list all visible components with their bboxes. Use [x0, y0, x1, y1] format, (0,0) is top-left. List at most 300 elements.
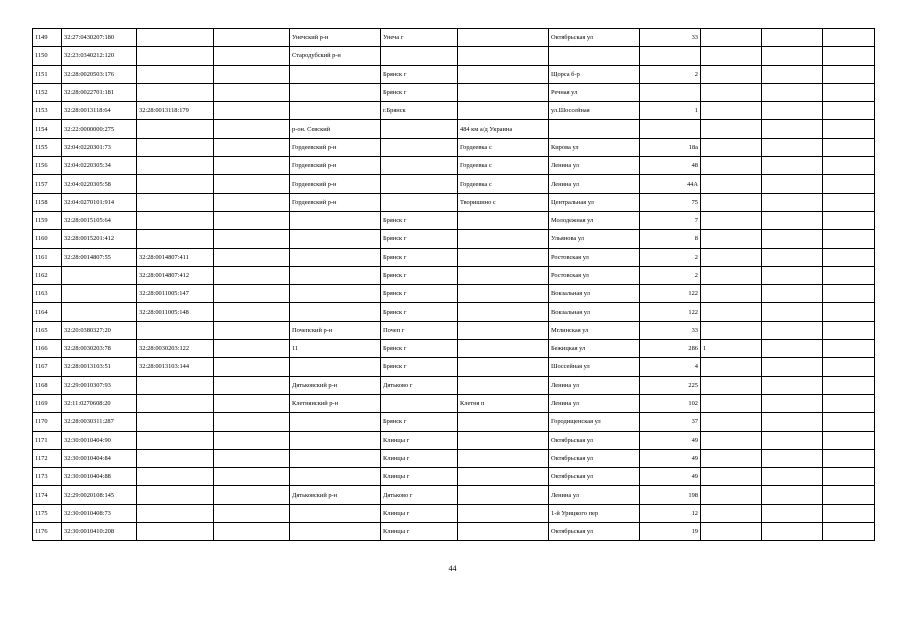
table-cell	[458, 29, 549, 47]
table-cell	[701, 504, 762, 522]
table-cell: ул.Шоссейная	[549, 102, 640, 120]
table-cell	[458, 47, 549, 65]
table-cell	[137, 47, 214, 65]
table-cell	[701, 120, 762, 138]
table-cell: 32:30:0010404:84	[62, 449, 137, 467]
table-cell: Ленина ул	[549, 157, 640, 175]
table-cell	[762, 431, 823, 449]
table-cell: Брянск г	[381, 303, 458, 321]
table-cell: 1176	[33, 523, 62, 541]
table-cell: Гордеевка с	[458, 175, 549, 193]
table-cell	[823, 65, 875, 83]
table-row	[33, 266, 875, 284]
table-cell: 1165	[33, 321, 62, 339]
table-cell	[823, 266, 875, 284]
table-cell	[214, 504, 290, 522]
table-cell	[762, 193, 823, 211]
table-cell: 1153	[33, 102, 62, 120]
table-cell	[290, 83, 381, 101]
table-cell: 225	[640, 376, 701, 394]
table-cell	[381, 138, 458, 156]
table-cell	[290, 102, 381, 120]
table-cell: Клинцы г	[381, 431, 458, 449]
table-cell	[137, 193, 214, 211]
table-cell: 12	[640, 504, 701, 522]
table-cell	[290, 266, 381, 284]
table-cell	[823, 285, 875, 303]
table-cell	[823, 486, 875, 504]
table-cell	[762, 266, 823, 284]
table-cell: 1151	[33, 65, 62, 83]
table-cell: 1162	[33, 266, 62, 284]
table-cell	[290, 413, 381, 431]
table-cell: Брянск г	[381, 211, 458, 229]
table-cell: 1155	[33, 138, 62, 156]
table-cell	[137, 486, 214, 504]
table-cell	[823, 157, 875, 175]
table-cell: 32:28:0015201:412	[62, 230, 137, 248]
table-cell: 32:28:0014807:411	[137, 248, 214, 266]
table-row	[33, 413, 875, 431]
table-cell: 2	[640, 65, 701, 83]
table-cell	[458, 431, 549, 449]
table-cell	[823, 29, 875, 47]
table-cell: р-он. Севский	[290, 120, 381, 138]
table-cell: 1152	[33, 83, 62, 101]
table-cell	[137, 65, 214, 83]
table-cell: 102	[640, 394, 701, 412]
table-cell	[458, 449, 549, 467]
table-cell: 37	[640, 413, 701, 431]
table-cell: Городищенская ул	[549, 413, 640, 431]
table-cell: Брянск г	[381, 83, 458, 101]
table-cell	[701, 157, 762, 175]
table-cell	[137, 211, 214, 229]
table-cell: 32:28:0015105:64	[62, 211, 137, 229]
table-cell	[290, 285, 381, 303]
table-cell	[290, 358, 381, 376]
table-cell	[137, 394, 214, 412]
table-row	[33, 138, 875, 156]
table-cell	[381, 193, 458, 211]
table-row	[33, 449, 875, 467]
table-cell	[823, 138, 875, 156]
table-cell: Почепский р-н	[290, 321, 381, 339]
table-cell: 1168	[33, 376, 62, 394]
table-cell	[762, 413, 823, 431]
table-cell: Ленина ул	[549, 175, 640, 193]
table-cell: 122	[640, 303, 701, 321]
table-cell	[214, 65, 290, 83]
table-cell: Ростовская ул	[549, 266, 640, 284]
table-cell: Клинцы г	[381, 504, 458, 522]
table-cell	[701, 138, 762, 156]
table-cell	[458, 413, 549, 431]
table-cell	[458, 468, 549, 486]
table-cell: 32:30:0010404:90	[62, 431, 137, 449]
table-cell: 32:30:0010410:208	[62, 523, 137, 541]
table-cell: 1169	[33, 394, 62, 412]
registry-table	[32, 28, 875, 541]
table-cell: 32:28:0013103:144	[137, 358, 214, 376]
table-cell: 32:28:0020503:176	[62, 65, 137, 83]
table-cell	[458, 340, 549, 358]
table-cell: Октябрьская ул	[549, 523, 640, 541]
table-cell	[823, 102, 875, 120]
table-cell	[823, 120, 875, 138]
table-cell: 4	[640, 358, 701, 376]
table-row	[33, 193, 875, 211]
table-cell: Гордеевский р-н	[290, 157, 381, 175]
table-cell	[214, 413, 290, 431]
table-cell: Дятьковский р-н	[290, 376, 381, 394]
table-cell: 1	[701, 340, 762, 358]
table-cell	[137, 157, 214, 175]
table-cell	[214, 394, 290, 412]
table-cell	[701, 358, 762, 376]
table-cell	[701, 321, 762, 339]
table-cell: 32:28:0011005:148	[137, 303, 214, 321]
table-cell: Гордеевка с	[458, 157, 549, 175]
table-cell: Брянск г	[381, 285, 458, 303]
table-cell: 48	[640, 157, 701, 175]
table-cell: 1166	[33, 340, 62, 358]
table-cell	[381, 157, 458, 175]
table-cell: 32:28:0014807:412	[137, 266, 214, 284]
table-cell	[762, 83, 823, 101]
table-cell	[762, 468, 823, 486]
table-cell: Октябрьская ул	[549, 449, 640, 467]
table-cell	[458, 321, 549, 339]
table-cell: Ростовская ул	[549, 248, 640, 266]
table-cell	[458, 358, 549, 376]
table-cell	[823, 468, 875, 486]
table-cell	[762, 321, 823, 339]
table-cell	[701, 211, 762, 229]
table-cell: Центральная ул	[549, 193, 640, 211]
table-cell	[290, 211, 381, 229]
table-cell	[290, 523, 381, 541]
table-cell: Клетня п	[458, 394, 549, 412]
table-row	[33, 321, 875, 339]
table-cell	[214, 486, 290, 504]
table-cell	[62, 303, 137, 321]
table-cell: 1160	[33, 230, 62, 248]
table-cell	[137, 230, 214, 248]
table-cell: 32:28:0013103:51	[62, 358, 137, 376]
table-cell	[762, 358, 823, 376]
table-cell: Бежицкая ул	[549, 340, 640, 358]
table-cell	[214, 29, 290, 47]
table-cell	[214, 102, 290, 120]
table-cell: 32:22:0000000:275	[62, 120, 137, 138]
table-cell: 1150	[33, 47, 62, 65]
table-cell	[823, 175, 875, 193]
table-cell: Октябрьская ул	[549, 431, 640, 449]
table-cell	[290, 303, 381, 321]
table-cell	[640, 120, 701, 138]
table-cell	[137, 449, 214, 467]
table-cell	[137, 376, 214, 394]
table-cell	[458, 486, 549, 504]
table-cell	[214, 449, 290, 467]
table-cell: 49	[640, 431, 701, 449]
table-cell: 44А	[640, 175, 701, 193]
table-cell	[823, 449, 875, 467]
table-cell	[214, 358, 290, 376]
table-cell: 32:28:0030203:78	[62, 340, 137, 358]
table-cell: 32:27:0430207:180	[62, 29, 137, 47]
table-cell: 49	[640, 449, 701, 467]
table-cell	[137, 29, 214, 47]
table-cell	[701, 523, 762, 541]
table-cell	[381, 47, 458, 65]
table-cell: 1149	[33, 29, 62, 47]
table-cell	[214, 175, 290, 193]
table-cell	[62, 266, 137, 284]
table-cell	[823, 431, 875, 449]
table-cell	[214, 138, 290, 156]
table-cell: 32:30:0010404:88	[62, 468, 137, 486]
table-row	[33, 65, 875, 83]
table-cell: 75	[640, 193, 701, 211]
table-cell	[137, 523, 214, 541]
table-cell	[701, 376, 762, 394]
table-cell	[701, 413, 762, 431]
table-cell: 32:11:0270608:20	[62, 394, 137, 412]
table-cell: Октябрьская ул	[549, 29, 640, 47]
table-cell: 1175	[33, 504, 62, 522]
table-cell	[214, 523, 290, 541]
table-cell	[290, 65, 381, 83]
table-cell: 122	[640, 285, 701, 303]
table-cell	[823, 504, 875, 522]
table-cell: 1173	[33, 468, 62, 486]
table-cell	[762, 376, 823, 394]
table-cell	[458, 523, 549, 541]
table-cell: Клинцы г	[381, 523, 458, 541]
table-cell	[823, 523, 875, 541]
table-cell: Клинцы г	[381, 449, 458, 467]
table-cell: 1172	[33, 449, 62, 467]
table-cell: 2	[640, 248, 701, 266]
table-cell	[823, 340, 875, 358]
table-cell	[214, 431, 290, 449]
table-cell: 19	[640, 523, 701, 541]
table-cell	[214, 211, 290, 229]
table-cell: 32:29:0010307:93	[62, 376, 137, 394]
table-cell: Унечский р-н	[290, 29, 381, 47]
table-cell: 18а	[640, 138, 701, 156]
table-cell: 33	[640, 321, 701, 339]
table-cell	[137, 138, 214, 156]
table-cell: Брянск г	[381, 340, 458, 358]
table-cell: 1161	[33, 248, 62, 266]
table-cell	[549, 47, 640, 65]
table-cell	[701, 468, 762, 486]
table-cell	[549, 120, 640, 138]
table-cell	[762, 120, 823, 138]
table-cell	[214, 376, 290, 394]
table-cell: Щорса б-р	[549, 65, 640, 83]
table-cell: 2	[640, 266, 701, 284]
table-cell	[701, 431, 762, 449]
table-cell	[701, 449, 762, 467]
table-cell	[701, 175, 762, 193]
table-row	[33, 303, 875, 321]
table-cell: 32:28:0030203:122	[137, 340, 214, 358]
table-cell: Брянск г	[381, 358, 458, 376]
table-cell	[458, 303, 549, 321]
table-cell	[214, 157, 290, 175]
table-cell: 1	[640, 102, 701, 120]
table-cell	[762, 211, 823, 229]
table-cell: 1158	[33, 193, 62, 211]
table-row	[33, 468, 875, 486]
table-cell	[381, 175, 458, 193]
table-cell	[823, 376, 875, 394]
table-row	[33, 47, 875, 65]
table-row	[33, 175, 875, 193]
table-cell	[640, 47, 701, 65]
table-cell: Клинцы г	[381, 468, 458, 486]
table-cell	[290, 449, 381, 467]
table-cell	[823, 211, 875, 229]
table-cell: 32:28:0013118:64	[62, 102, 137, 120]
table-cell	[701, 394, 762, 412]
table-cell	[762, 504, 823, 522]
table-cell: 7	[640, 211, 701, 229]
table-cell	[823, 248, 875, 266]
table-cell	[290, 468, 381, 486]
table-cell: 1159	[33, 211, 62, 229]
table-cell	[701, 266, 762, 284]
table-cell: 1-й Урицкого пер	[549, 504, 640, 522]
table-cell: 286	[640, 340, 701, 358]
table-cell	[701, 193, 762, 211]
table-cell: Творишино с	[458, 193, 549, 211]
table-cell	[762, 102, 823, 120]
table-cell	[137, 431, 214, 449]
table-cell: Стародубский р-н	[290, 47, 381, 65]
table-cell: Брянск г	[381, 230, 458, 248]
table-cell: Мглинская ул	[549, 321, 640, 339]
table-cell: 32:30:0010408:73	[62, 504, 137, 522]
table-cell	[823, 47, 875, 65]
table-cell: Вокзальная ул	[549, 285, 640, 303]
table-cell	[381, 394, 458, 412]
table-cell: Молодежная ул	[549, 211, 640, 229]
table-cell	[214, 248, 290, 266]
table-cell	[214, 266, 290, 284]
table-cell: Брянск г	[381, 65, 458, 83]
table-cell: Клетнянский р-н	[290, 394, 381, 412]
table-row	[33, 120, 875, 138]
table-cell	[762, 230, 823, 248]
table-cell	[762, 248, 823, 266]
table-cell: Октябрьская ул	[549, 468, 640, 486]
table-row	[33, 358, 875, 376]
table-cell	[137, 120, 214, 138]
table-row	[33, 157, 875, 175]
table-cell: 1171	[33, 431, 62, 449]
table-cell	[762, 65, 823, 83]
table-cell: 484 км а/д Украина	[458, 120, 549, 138]
table-cell	[701, 47, 762, 65]
table-cell	[640, 83, 701, 101]
table-cell	[762, 47, 823, 65]
table-cell: 1156	[33, 157, 62, 175]
table-cell: Гордеевка с	[458, 138, 549, 156]
table-cell: 1163	[33, 285, 62, 303]
table-cell	[290, 504, 381, 522]
table-cell	[701, 248, 762, 266]
table-row	[33, 340, 875, 358]
table-cell: 1164	[33, 303, 62, 321]
table-cell	[762, 340, 823, 358]
table-row	[33, 102, 875, 120]
table-cell: Ленина ул	[549, 486, 640, 504]
table-cell	[137, 175, 214, 193]
registry-table-body	[33, 29, 875, 541]
table-cell: Брянск г	[381, 248, 458, 266]
table-cell: Дятьково г	[381, 376, 458, 394]
table-cell	[214, 193, 290, 211]
table-cell	[823, 358, 875, 376]
table-cell	[290, 431, 381, 449]
table-cell: 33	[640, 29, 701, 47]
table-cell: Брянск г	[381, 266, 458, 284]
table-cell	[823, 321, 875, 339]
table-row	[33, 211, 875, 229]
table-cell: Дятьковский р-н	[290, 486, 381, 504]
table-cell: Ленина ул	[549, 376, 640, 394]
table-cell: Гордеевский р-н	[290, 193, 381, 211]
table-row	[33, 431, 875, 449]
table-cell	[137, 504, 214, 522]
table-cell: 32:28:0022701:181	[62, 83, 137, 101]
table-cell	[458, 504, 549, 522]
table-row	[33, 486, 875, 504]
table-cell	[458, 376, 549, 394]
table-cell	[214, 321, 290, 339]
table-cell: Гордеевский р-н	[290, 138, 381, 156]
table-row	[33, 230, 875, 248]
table-cell: Кирова ул	[549, 138, 640, 156]
table-cell	[214, 285, 290, 303]
table-cell: Гордеевский р-н	[290, 175, 381, 193]
table-cell	[762, 157, 823, 175]
table-cell	[823, 413, 875, 431]
table-cell	[458, 83, 549, 101]
table-cell: Ульянова ул	[549, 230, 640, 248]
table-cell	[214, 340, 290, 358]
table-cell	[823, 193, 875, 211]
table-cell: 49	[640, 468, 701, 486]
table-cell: 8	[640, 230, 701, 248]
table-cell: Шоссейная ул	[549, 358, 640, 376]
table-cell	[701, 83, 762, 101]
table-cell: Ленина ул	[549, 394, 640, 412]
table-row	[33, 504, 875, 522]
table-row	[33, 83, 875, 101]
table-cell	[762, 523, 823, 541]
table-cell: г.Брянск	[381, 102, 458, 120]
table-cell	[823, 230, 875, 248]
table-cell: 32:28:0013118:179	[137, 102, 214, 120]
table-cell	[701, 230, 762, 248]
table-cell	[701, 29, 762, 47]
